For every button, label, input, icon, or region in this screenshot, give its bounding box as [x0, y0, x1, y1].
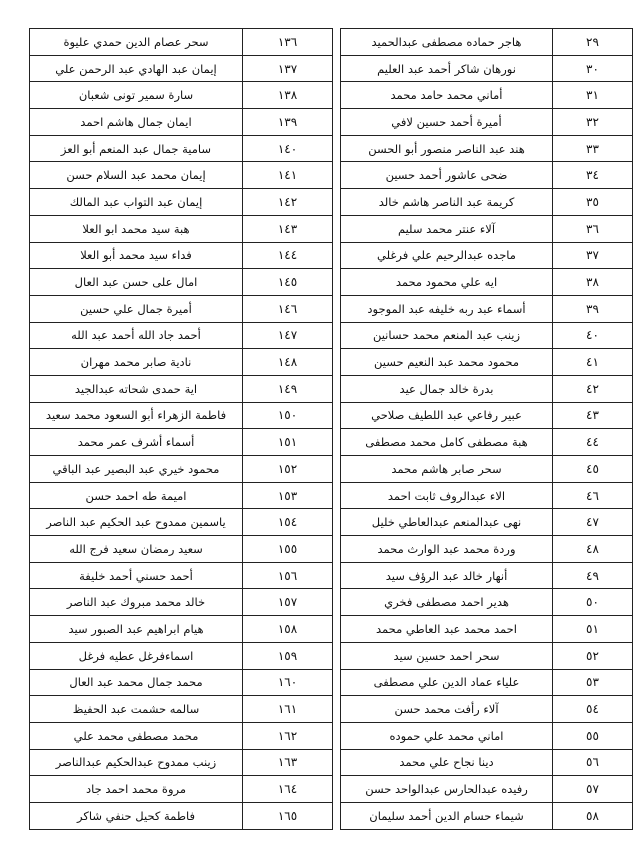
right-number-cell: ٥١ — [553, 616, 633, 643]
left-name-cell: سالمه حشمت عبد الحفيظ — [30, 696, 243, 723]
column-separator — [333, 722, 341, 749]
table-row — [30, 562, 633, 589]
column-separator — [333, 802, 341, 829]
right-number-cell: ٣٧ — [553, 242, 633, 269]
left-name-cell: اميمة طه احمد حسن — [30, 482, 243, 509]
right-number-cell: ٤٤ — [553, 429, 633, 456]
column-separator — [333, 349, 341, 376]
table-row — [30, 456, 633, 483]
right-name-cell: علياء عماد الدين علي مصطفى — [341, 669, 553, 696]
table-row — [30, 669, 633, 696]
table-row — [30, 295, 633, 322]
left-number-cell: ١٣٧ — [243, 55, 333, 82]
table-row — [30, 29, 633, 56]
left-number-cell: ١٦١ — [243, 696, 333, 723]
column-separator — [333, 295, 341, 322]
left-number-cell: ١٤٨ — [243, 349, 333, 376]
name-table — [29, 28, 633, 830]
column-separator — [333, 749, 341, 776]
right-name-cell: بدرة خالد جمال عيد — [341, 375, 553, 402]
column-separator — [333, 562, 341, 589]
right-name-cell: هند عبد الناصر منصور أبو الحسن — [341, 135, 553, 162]
right-name-cell: ضحى عاشور أحمد حسين — [341, 162, 553, 189]
table-row — [30, 536, 633, 563]
left-number-cell: ١٥٥ — [243, 536, 333, 563]
column-separator — [333, 189, 341, 216]
right-number-cell: ٣٦ — [553, 215, 633, 242]
right-name-cell: زينب عبد المنعم محمد حسانين — [341, 322, 553, 349]
table-row — [30, 776, 633, 803]
column-separator — [333, 215, 341, 242]
right-name-cell: نهى عبدالمنعم عبدالعاطي خليل — [341, 509, 553, 536]
column-separator — [333, 456, 341, 483]
column-separator — [333, 482, 341, 509]
table-row — [30, 509, 633, 536]
name-list-sheet — [29, 28, 632, 823]
right-number-cell: ٢٩ — [553, 29, 633, 56]
right-name-cell: أسماء عبد ربه خليفه عبد الموجود — [341, 295, 553, 322]
left-number-cell: ١٥٩ — [243, 642, 333, 669]
table-row — [30, 269, 633, 296]
right-name-cell: رفيده عبدالحارس عبدالواحد حسن — [341, 776, 553, 803]
right-number-cell: ٤٩ — [553, 562, 633, 589]
left-number-cell: ١٤٦ — [243, 295, 333, 322]
left-number-cell: ١٥٣ — [243, 482, 333, 509]
table-row — [30, 589, 633, 616]
right-number-cell: ٥٧ — [553, 776, 633, 803]
left-name-cell: اية حمدى شحاته عبدالجيد — [30, 375, 243, 402]
table-row — [30, 375, 633, 402]
left-number-cell: ١٥٦ — [243, 562, 333, 589]
right-number-cell: ٥٢ — [553, 642, 633, 669]
left-name-cell: أحمد جاد الله أحمد عبد الله — [30, 322, 243, 349]
left-name-cell: إيمان عبد التواب عبد المالك — [30, 189, 243, 216]
left-number-cell: ١٤٧ — [243, 322, 333, 349]
column-separator — [333, 109, 341, 136]
left-number-cell: ١٤٤ — [243, 242, 333, 269]
left-name-cell: ايمان جمال هاشم احمد — [30, 109, 243, 136]
table-row — [30, 402, 633, 429]
table-row — [30, 109, 633, 136]
left-name-cell: فداء سيد محمد أبو العلا — [30, 242, 243, 269]
table-row — [30, 802, 633, 829]
left-number-cell: ١٤٥ — [243, 269, 333, 296]
right-number-cell: ٣٨ — [553, 269, 633, 296]
table-row — [30, 642, 633, 669]
table-row — [30, 722, 633, 749]
table-row — [30, 482, 633, 509]
left-name-cell: زينب ممدوح عبدالحكيم عبدالناصر — [30, 749, 243, 776]
column-separator — [333, 135, 341, 162]
right-number-cell: ٥٣ — [553, 669, 633, 696]
column-separator — [333, 429, 341, 456]
left-name-cell: أميرة جمال علي حسين — [30, 295, 243, 322]
column-separator — [333, 29, 341, 56]
column-separator — [333, 242, 341, 269]
left-name-cell: محمد جمال محمد عبد العال — [30, 669, 243, 696]
right-number-cell: ٥٠ — [553, 589, 633, 616]
right-name-cell: هاجر حماده مصطفى عبدالحميد — [341, 29, 553, 56]
column-separator — [333, 696, 341, 723]
right-number-cell: ٤٢ — [553, 375, 633, 402]
right-number-cell: ٤٠ — [553, 322, 633, 349]
right-name-cell: احمد محمد عبد العاطي محمد — [341, 616, 553, 643]
left-number-cell: ١٤٣ — [243, 215, 333, 242]
left-name-cell: أسماء أشرف عمر محمد — [30, 429, 243, 456]
left-name-cell: فاطمة كحيل حنفي شاكر — [30, 802, 243, 829]
left-name-cell: امال على حسن عبد العال — [30, 269, 243, 296]
left-number-cell: ١٣٩ — [243, 109, 333, 136]
left-number-cell: ١٥٨ — [243, 616, 333, 643]
left-name-cell: أحمد حسني أحمد خليفة — [30, 562, 243, 589]
right-name-cell: أماني محمد حامد محمد — [341, 82, 553, 109]
right-name-cell: الاء عبدالروف ثابت احمد — [341, 482, 553, 509]
column-separator — [333, 82, 341, 109]
table-row — [30, 242, 633, 269]
column-separator — [333, 642, 341, 669]
column-separator — [333, 509, 341, 536]
right-number-cell: ٣٣ — [553, 135, 633, 162]
column-separator — [333, 55, 341, 82]
table-row — [30, 135, 633, 162]
right-name-cell: محمود محمد عبد النعيم حسين — [341, 349, 553, 376]
left-name-cell: سحر عصام الدين حمدي عليوة — [30, 29, 243, 56]
column-separator — [333, 776, 341, 803]
table-row — [30, 82, 633, 109]
right-name-cell: هبة مصطفى كامل محمد مصطفى — [341, 429, 553, 456]
left-number-cell: ١٦٣ — [243, 749, 333, 776]
left-name-cell: هبة سيد محمد ابو العلا — [30, 215, 243, 242]
column-separator — [333, 402, 341, 429]
right-number-cell: ٣٠ — [553, 55, 633, 82]
right-name-cell: سحر صابر هاشم محمد — [341, 456, 553, 483]
left-number-cell: ١٣٨ — [243, 82, 333, 109]
left-number-cell: ١٦٠ — [243, 669, 333, 696]
left-name-cell: خالد محمد مبروك عبد الناصر — [30, 589, 243, 616]
table-row — [30, 162, 633, 189]
right-name-cell: آلاء عنتر محمد سليم — [341, 215, 553, 242]
right-number-cell: ٥٤ — [553, 696, 633, 723]
table-row — [30, 215, 633, 242]
left-number-cell: ١٦٤ — [243, 776, 333, 803]
left-number-cell: ١٤٠ — [243, 135, 333, 162]
left-name-cell: اسماءفرغل عطيه فرغل — [30, 642, 243, 669]
left-number-cell: ١٦٥ — [243, 802, 333, 829]
left-name-cell: نادية صابر محمد مهران — [30, 349, 243, 376]
right-number-cell: ٥٦ — [553, 749, 633, 776]
table-row — [30, 749, 633, 776]
left-number-cell: ١٤١ — [243, 162, 333, 189]
column-separator — [333, 162, 341, 189]
right-name-cell: سحر احمد حسين سيد — [341, 642, 553, 669]
table-row — [30, 322, 633, 349]
right-name-cell: نورهان شاكر أحمد عبد العليم — [341, 55, 553, 82]
right-name-cell: اماني محمد علي حموده — [341, 722, 553, 749]
right-name-cell: أنهار خالد عبد الرؤف سيد — [341, 562, 553, 589]
right-number-cell: ٣١ — [553, 82, 633, 109]
table-body — [30, 29, 633, 830]
right-number-cell: ٤٥ — [553, 456, 633, 483]
column-separator — [333, 589, 341, 616]
right-number-cell: ٤١ — [553, 349, 633, 376]
right-name-cell: عبير رفاعي عبد اللطيف صلاحي — [341, 402, 553, 429]
table-row — [30, 349, 633, 376]
column-separator — [333, 322, 341, 349]
left-name-cell: سارة سمير تونى شعبان — [30, 82, 243, 109]
left-name-cell: سامية جمال عبد المنعم أبو العز — [30, 135, 243, 162]
left-name-cell: محمد مصطفى محمد علي — [30, 722, 243, 749]
right-number-cell: ٤٣ — [553, 402, 633, 429]
left-name-cell: سعيد رمضان سعيد فرج الله — [30, 536, 243, 563]
right-name-cell: هدير احمد مصطفى فخري — [341, 589, 553, 616]
column-separator — [333, 375, 341, 402]
right-number-cell: ٥٨ — [553, 802, 633, 829]
left-number-cell: ١٥٠ — [243, 402, 333, 429]
left-number-cell: ١٥٢ — [243, 456, 333, 483]
right-number-cell: ٣٤ — [553, 162, 633, 189]
right-number-cell: ٣٢ — [553, 109, 633, 136]
table-row — [30, 696, 633, 723]
left-name-cell: فاطمة الزهراء أبو السعود محمد سعيد — [30, 402, 243, 429]
left-number-cell: ١٤٢ — [243, 189, 333, 216]
right-name-cell: أميرة أحمد حسين لافي — [341, 109, 553, 136]
table-row — [30, 616, 633, 643]
right-number-cell: ٤٦ — [553, 482, 633, 509]
right-name-cell: دينا نجاح علي محمد — [341, 749, 553, 776]
column-separator — [333, 616, 341, 643]
right-name-cell: ايه علي محمود محمد — [341, 269, 553, 296]
left-name-cell: ياسمين ممدوح عبد الحكيم عبد الناصر — [30, 509, 243, 536]
column-separator — [333, 536, 341, 563]
left-name-cell: إيمان محمد عبد السلام حسن — [30, 162, 243, 189]
right-name-cell: وردة محمد عبد الوارث محمد — [341, 536, 553, 563]
table-row — [30, 189, 633, 216]
left-name-cell: مروة محمد احمد جاد — [30, 776, 243, 803]
left-name-cell: هيام ابراهيم عبد الصبور سيد — [30, 616, 243, 643]
left-number-cell: ١٥٤ — [243, 509, 333, 536]
left-name-cell: إيمان عبد الهادي عبد الرحمن علي — [30, 55, 243, 82]
right-name-cell: شيماء حسام الدين أحمد سليمان — [341, 802, 553, 829]
right-number-cell: ٤٨ — [553, 536, 633, 563]
right-number-cell: ٣٩ — [553, 295, 633, 322]
left-number-cell: ١٦٢ — [243, 722, 333, 749]
left-number-cell: ١٥٧ — [243, 589, 333, 616]
right-name-cell: كريمة عبد الناصر هاشم خالد — [341, 189, 553, 216]
left-number-cell: ١٣٦ — [243, 29, 333, 56]
right-number-cell: ٤٧ — [553, 509, 633, 536]
left-number-cell: ١٤٩ — [243, 375, 333, 402]
column-separator — [333, 269, 341, 296]
right-name-cell: ماجده عبدالرحيم علي فرغلي — [341, 242, 553, 269]
right-name-cell: آلاء رأفت محمد حسن — [341, 696, 553, 723]
left-number-cell: ١٥١ — [243, 429, 333, 456]
column-separator — [333, 669, 341, 696]
table-row — [30, 429, 633, 456]
right-number-cell: ٥٥ — [553, 722, 633, 749]
right-number-cell: ٣٥ — [553, 189, 633, 216]
table-row — [30, 55, 633, 82]
left-name-cell: محمود خيري عبد البصير عبد الباقي — [30, 456, 243, 483]
